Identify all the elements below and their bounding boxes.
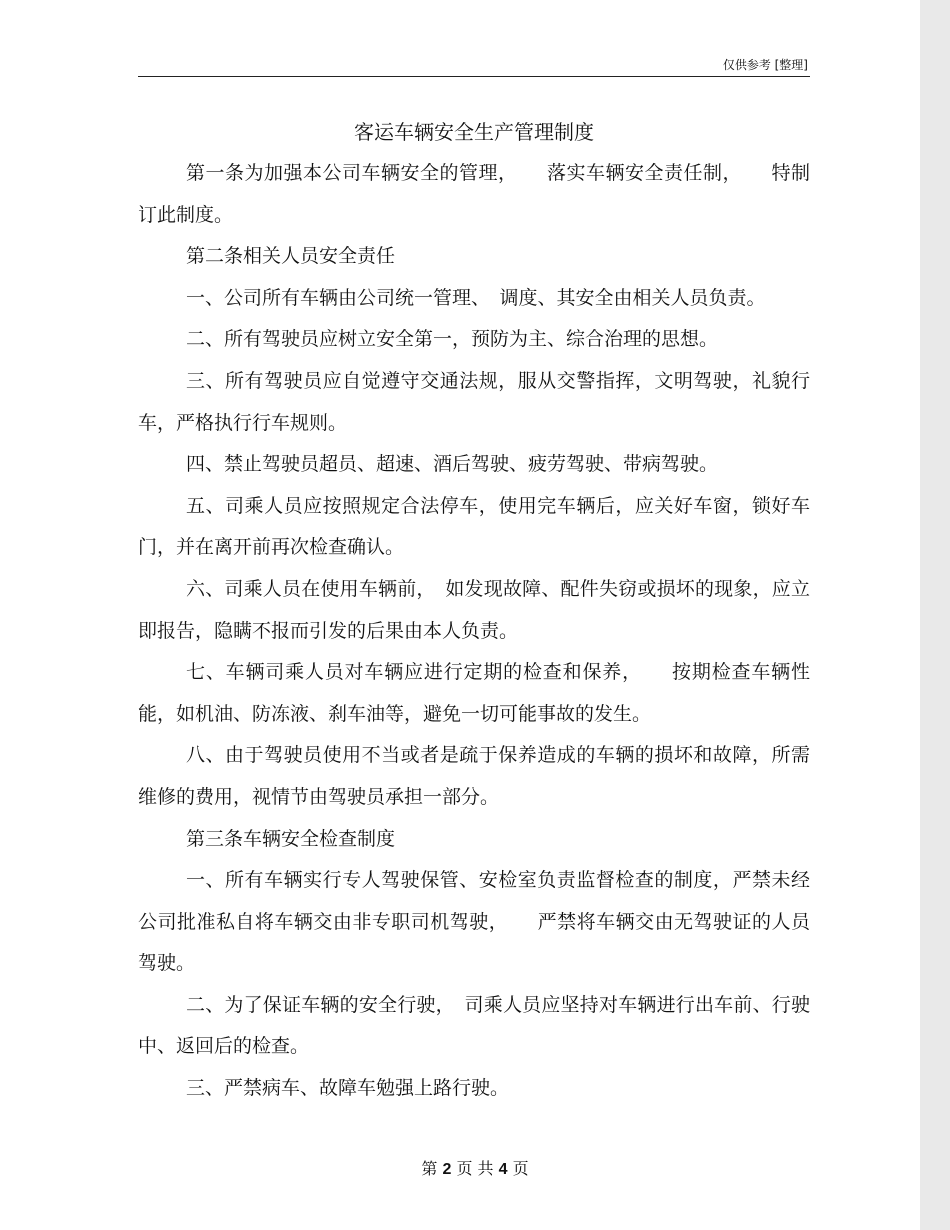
page-footer [0,1156,950,1179]
paragraph-article-1: 第一条为加强本公司车辆安全的管理， 落实车辆安全责任制， 特制订此制度。 [138,162,810,226]
document-title: 客运车辆安全生产管理制度 [354,120,594,144]
paragraph-item: 二、所有驾驶员应树立安全第一，预防为主、综合治理的思想。 [186,328,719,351]
header-note: 仅供参考 [整理] [722,58,808,72]
header-divider [138,76,810,77]
paragraph-item: 一、所有车辆实行专人驾驶保管、安检室负责监督检查的制度，严禁未经公司批准私自将车辆交由非专职司机驾驶， 严禁将车辆交由无驾驶证的人员驾驶。 [138,869,810,975]
paragraph-item: 三、所有驾驶员应自觉遵守交通法规，服从交警指挥，文明驾驶，礼貌行车，严格执行行车规则。 [138,369,810,434]
paragraph-item: 五、司乘人员应按照规定合法停车，使用完车辆后，应关好车窗，锁好车门，并在离开前再次检查确认。 [138,494,810,559]
document-body [138,153,810,1110]
total-page-count: 4 [498,1161,508,1178]
paragraph-item: 二、为了保证车辆的安全行驶， 司乘人员应坚持对车辆进行出车前、行驶中、返回后的检查。 [138,993,810,1058]
paragraph-item: 八、由于驾驶员使用不当或者是疏于保养造成的车辆的损坏和故障，所需维修的费用，视情节由驾驶员承担一部分。 [138,744,810,808]
paragraph-item: 一、公司所有车辆由公司统一管理、 调度、其安全由相关人员负责。 [186,286,766,309]
paragraph-item: 四、禁止驾驶员超员、超速、酒后驾驶、疲劳驾驶、带病驾驶。 [186,453,719,476]
paragraph-item: 七、车辆司乘人员对车辆应进行定期的检查和保养， 按期检查车辆性能，如机油、防冻液、刹车油等，避免一切可能事故的发生。 [138,661,810,725]
footer-suffix: 页 [512,1159,529,1178]
paragraph-article-2-heading: 第二条相关人员安全责任 [186,245,396,268]
current-page-number: 2 [442,1161,452,1178]
paragraph-item: 三、严禁病车、故障车勉强上路行驶。 [186,1077,510,1100]
paragraph-item: 六、司乘人员在使用车辆前， 如发现故障、配件失窃或损坏的现象，应立即报告，隐瞒不报而引发的后果由本人负责。 [138,577,810,642]
paragraph-article-3-heading: 第三条车辆安全检查制度 [186,827,396,850]
footer-prefix: 第 [421,1159,438,1178]
footer-middle: 页 共 [456,1159,494,1178]
